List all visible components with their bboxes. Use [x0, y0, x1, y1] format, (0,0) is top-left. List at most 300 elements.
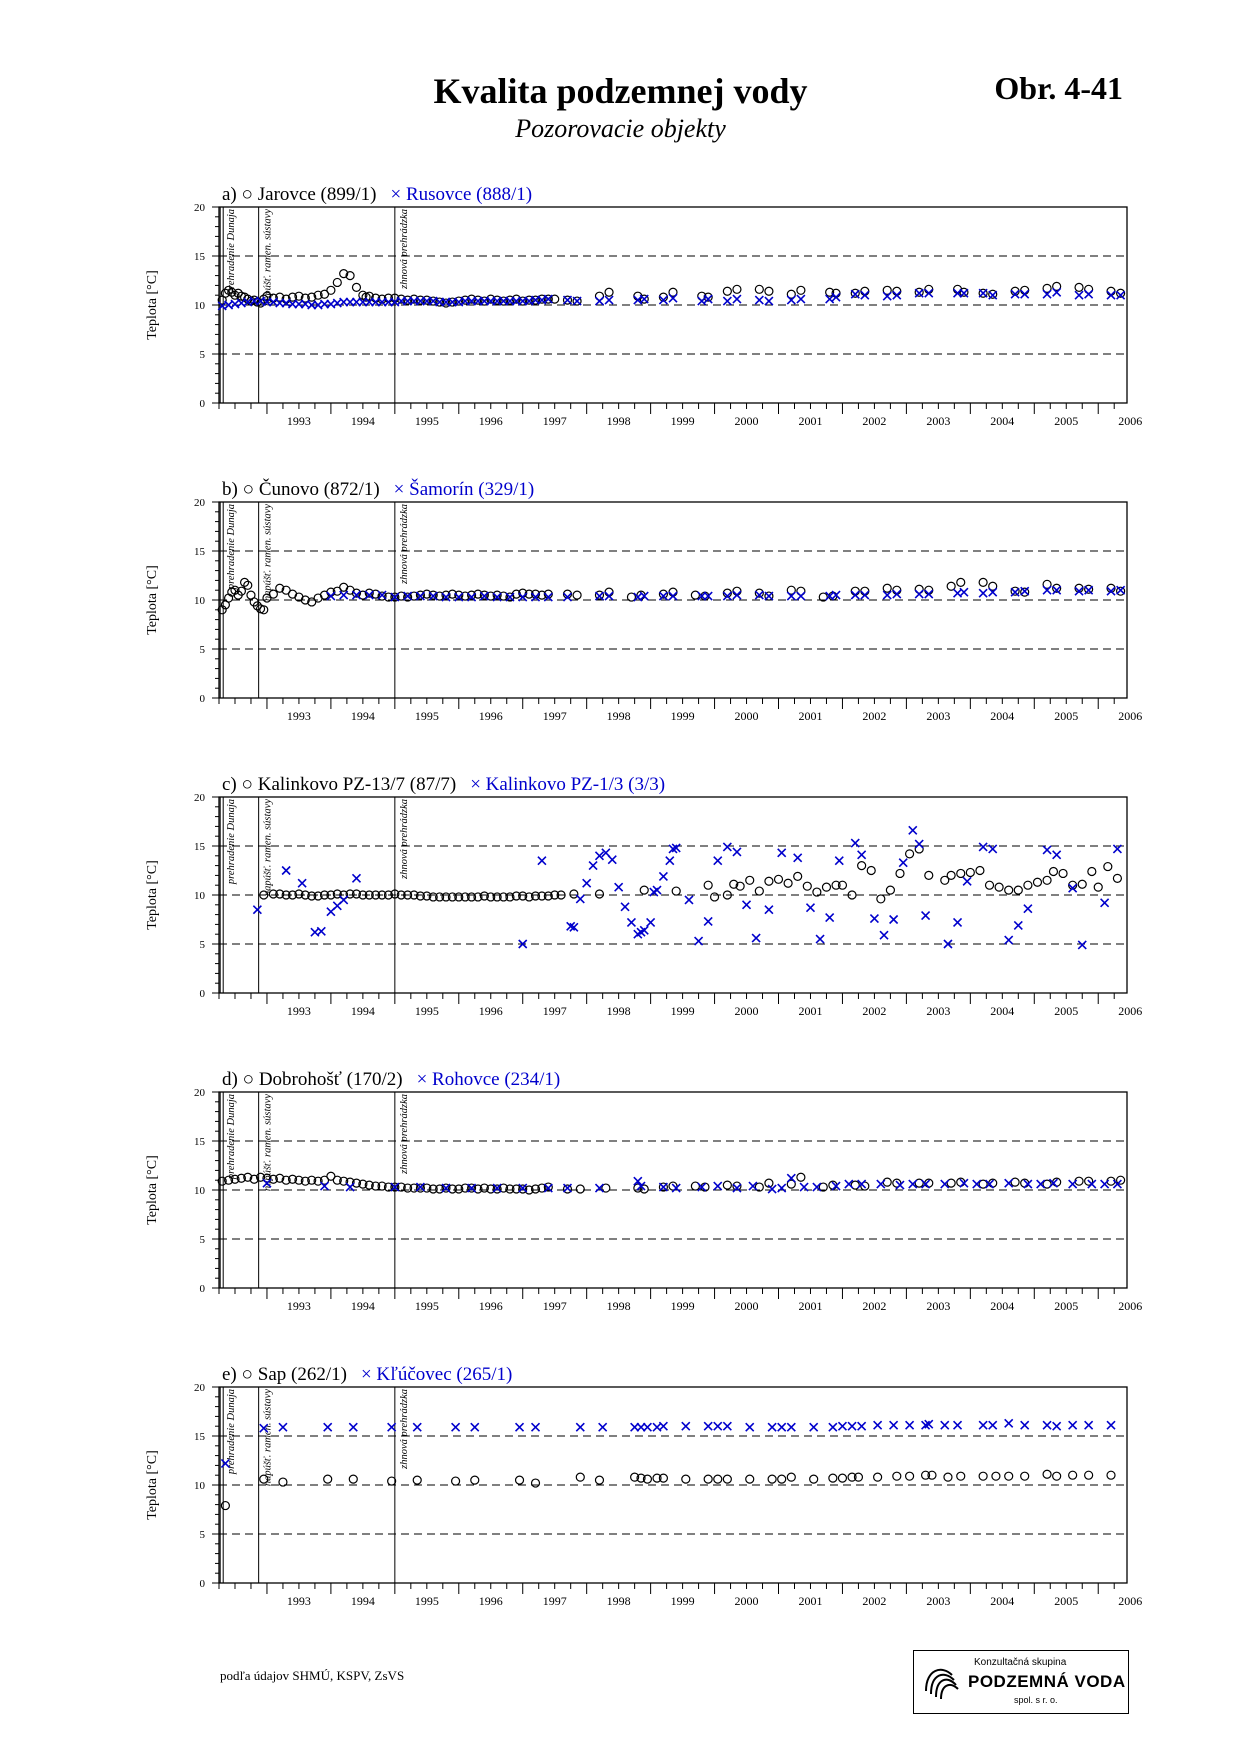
x-tick-label: 2001	[798, 1299, 823, 1313]
series-2-name: Šamorín (329/1)	[409, 479, 535, 500]
x-tick-label: 1993	[286, 709, 311, 723]
y-tick-label: 20	[194, 1087, 205, 1099]
x-tick-label: 2004	[990, 414, 1015, 428]
y-axis-label: Teplota [°C]	[145, 565, 160, 635]
data-point-cross	[880, 931, 888, 939]
data-point-circle	[573, 591, 581, 599]
data-point-cross	[1024, 905, 1032, 913]
x-tick-label: 2006	[1118, 709, 1143, 723]
data-point-cross	[324, 1423, 332, 1431]
data-point-cross	[589, 862, 597, 870]
data-point-cross	[1088, 1180, 1096, 1188]
data-point-circle	[1075, 283, 1083, 291]
data-point-cross	[979, 843, 987, 851]
data-point-cross	[605, 296, 613, 304]
circle-marker-icon: ○	[241, 1364, 258, 1385]
data-point-circle	[711, 893, 719, 901]
data-point-cross	[954, 918, 962, 926]
x-tick-label: 2003	[926, 1299, 951, 1313]
data-point-circle	[1107, 1471, 1115, 1479]
data-point-cross	[1075, 291, 1083, 299]
x-tick-label: 2002	[862, 1594, 887, 1608]
x-tick-label: 2000	[734, 1594, 759, 1608]
x-tick-label: 2003	[926, 709, 951, 723]
x-tick-label: 2002	[862, 414, 887, 428]
data-point-circle	[1085, 1471, 1093, 1479]
data-point-cross	[723, 297, 731, 305]
x-tick-label: 1993	[286, 1004, 311, 1018]
company-logo	[913, 1650, 1129, 1714]
data-point-circle	[822, 883, 830, 891]
chart-d	[0, 1070, 1241, 1370]
data-point-circle	[883, 584, 891, 592]
data-point-cross	[672, 1184, 680, 1192]
data-point-circle	[768, 1475, 776, 1483]
data-point-circle	[992, 1472, 1000, 1480]
series-1-name: Jarovce (899/1)	[257, 184, 377, 205]
y-tick-label: 10	[194, 595, 205, 607]
data-point-cross	[810, 1423, 818, 1431]
data-point-circle	[893, 1472, 901, 1480]
data-point-circle	[682, 1475, 690, 1483]
data-point-circle	[883, 1178, 891, 1186]
data-point-cross	[797, 592, 805, 600]
x-tick-label: 2000	[734, 709, 759, 723]
data-point-cross	[765, 297, 773, 305]
data-point-cross	[787, 592, 795, 600]
data-point-cross	[765, 906, 773, 914]
data-point-circle	[867, 867, 875, 875]
data-point-cross	[765, 592, 773, 600]
data-point-circle	[755, 887, 763, 895]
event-label: prehradenie Dunaja	[226, 1094, 238, 1180]
chart-b	[0, 480, 1241, 780]
data-point-circle	[755, 285, 763, 293]
data-point-cross	[954, 1421, 962, 1429]
event-label: zhnová prehrádzka	[398, 1094, 410, 1174]
x-tick-label: 1999	[670, 1004, 695, 1018]
x-tick-label: 2004	[990, 1594, 1015, 1608]
x-tick-label: 1999	[670, 1299, 695, 1313]
x-tick-label: 1996	[478, 1299, 503, 1313]
y-tick-label: 20	[194, 792, 205, 804]
data-point-cross	[685, 896, 693, 904]
event-label: napúšť. ramen. sústavy	[262, 1389, 274, 1487]
x-tick-label: 1999	[670, 414, 695, 428]
event-label: napúšť. ramen. sústavy	[262, 799, 274, 897]
x-tick-label: 2002	[862, 1004, 887, 1018]
chart-title	[222, 1069, 560, 1090]
x-marker-icon: ×	[416, 1069, 433, 1090]
data-point-cross	[1053, 288, 1061, 296]
data-point-cross	[1043, 1421, 1051, 1429]
data-point-cross	[608, 856, 616, 864]
data-point-circle	[1005, 1472, 1013, 1480]
data-point-cross	[733, 848, 741, 856]
event-label: zhnová prehrádzka	[398, 504, 410, 584]
circle-marker-icon: ○	[241, 774, 258, 795]
x-marker-icon: ×	[360, 1364, 377, 1385]
data-point-circle	[413, 1476, 421, 1484]
x-marker-icon: ×	[470, 774, 486, 795]
data-point-cross	[1005, 936, 1013, 944]
y-tick-label: 5	[199, 644, 205, 656]
data-point-cross	[787, 1423, 795, 1431]
event-label: zhnová prehrádzka	[398, 1389, 410, 1469]
data-point-cross	[413, 1423, 421, 1431]
event-label: zhnová prehrádzka	[398, 209, 410, 289]
data-point-circle	[803, 882, 811, 890]
chart-title	[222, 774, 665, 795]
data-point-cross	[851, 591, 859, 599]
data-point-circle	[976, 867, 984, 875]
data-point-cross	[963, 877, 971, 885]
data-point-circle	[324, 1475, 332, 1483]
data-point-circle	[797, 286, 805, 294]
x-tick-label: 1998	[606, 709, 631, 723]
data-point-cross	[666, 857, 674, 865]
page-subtitle: Pozorovacie objekty	[515, 114, 726, 143]
x-tick-label: 2005	[1054, 1299, 1079, 1313]
x-tick-label: 2000	[734, 1299, 759, 1313]
data-point-cross	[797, 295, 805, 303]
x-tick-label: 2006	[1118, 1004, 1143, 1018]
data-point-cross	[1085, 290, 1093, 298]
data-point-cross	[851, 839, 859, 847]
data-point-cross	[915, 590, 923, 598]
data-point-circle	[595, 1476, 603, 1484]
data-point-cross	[832, 293, 840, 301]
x-tick-label: 1993	[286, 1594, 311, 1608]
data-point-cross	[714, 857, 722, 865]
series-1-name: Dobrohošť (170/2)	[258, 1069, 403, 1090]
x-tick-label: 2006	[1118, 1299, 1143, 1313]
data-point-circle	[784, 879, 792, 887]
data-point-circle	[1033, 878, 1041, 886]
data-point-cross	[573, 297, 581, 305]
event-label: napúšť. ramen. sústavy	[262, 209, 274, 307]
data-point-circle	[797, 1173, 805, 1181]
data-point-cross	[752, 934, 760, 942]
data-point-cross	[893, 291, 901, 299]
y-tick-label: 15	[194, 1136, 205, 1148]
data-point-circle	[957, 1472, 965, 1480]
data-point-cross	[1053, 851, 1061, 859]
data-point-cross	[826, 914, 834, 922]
chart-title	[222, 1364, 512, 1385]
y-tick-label: 10	[194, 1185, 205, 1197]
data-point-cross	[979, 589, 987, 597]
x-tick-label: 1998	[606, 1004, 631, 1018]
data-point-circle	[1088, 867, 1096, 875]
x-tick-label: 2002	[862, 1299, 887, 1313]
data-point-cross	[1069, 1180, 1077, 1188]
data-point-circle	[877, 895, 885, 903]
y-tick-label: 20	[194, 1382, 205, 1394]
data-point-cross	[838, 1422, 846, 1430]
x-tick-label: 2002	[862, 709, 887, 723]
data-point-circle	[452, 1477, 460, 1485]
data-point-circle	[1113, 874, 1121, 882]
data-point-cross	[583, 879, 591, 887]
x-tick-label: 2006	[1118, 1594, 1143, 1608]
data-point-circle	[957, 869, 965, 877]
data-point-cross	[695, 937, 703, 945]
data-point-cross	[563, 296, 571, 304]
x-tick-label: 2004	[990, 1004, 1015, 1018]
x-tick-label: 1999	[670, 709, 695, 723]
data-point-circle	[327, 286, 335, 294]
data-point-circle	[1104, 863, 1112, 871]
logo-line-2: PODZEMNÁ VODA	[968, 1672, 1126, 1691]
data-point-cross	[1043, 290, 1051, 298]
x-tick-label: 1999	[670, 1594, 695, 1608]
series-1-name: Kalinkovo PZ-13/7 (87/7)	[257, 774, 457, 795]
data-point-circle	[775, 875, 783, 883]
x-tick-label: 2005	[1054, 414, 1079, 428]
x-tick-label: 1996	[478, 709, 503, 723]
data-point-circle	[794, 872, 802, 880]
x-tick-label: 1995	[414, 1594, 439, 1608]
data-point-cross	[890, 1421, 898, 1429]
data-point-circle	[813, 888, 821, 896]
data-point-cross	[896, 1181, 904, 1189]
data-point-cross	[1069, 1421, 1077, 1429]
data-point-circle	[765, 287, 773, 295]
data-point-cross	[835, 857, 843, 865]
chart-e	[0, 1365, 1241, 1665]
data-point-circle	[966, 868, 974, 876]
event-label: prehradenie Dunaja	[226, 799, 238, 885]
series-2-name: Rusovce (888/1)	[405, 184, 533, 205]
data-point-cross	[870, 915, 878, 923]
y-tick-label: 10	[194, 300, 205, 312]
data-point-cross	[704, 1422, 712, 1430]
data-point-cross	[538, 857, 546, 865]
y-tick-label: 10	[194, 890, 205, 902]
data-point-cross	[883, 292, 891, 300]
x-tick-label: 2001	[798, 1004, 823, 1018]
y-axis-label: Teplota [°C]	[145, 1450, 160, 1520]
y-tick-label: 0	[199, 988, 205, 1000]
data-point-cross	[979, 1421, 987, 1429]
circle-marker-icon: ○	[242, 1069, 259, 1090]
data-point-cross	[755, 296, 763, 304]
data-point-cross	[723, 1422, 731, 1430]
data-point-cross	[925, 289, 933, 297]
x-tick-label: 1995	[414, 414, 439, 428]
chart-prefix: c)	[222, 774, 242, 795]
data-point-circle	[947, 871, 955, 879]
data-point-circle	[838, 1474, 846, 1482]
y-tick-label: 15	[194, 1431, 205, 1443]
page-title: Kvalita podzemnej vody	[433, 71, 808, 111]
x-tick-label: 2000	[734, 414, 759, 428]
data-point-circle	[221, 1502, 229, 1510]
logo-line-3: spol. s r. o.	[1014, 1695, 1058, 1705]
data-point-cross	[352, 874, 360, 882]
x-tick-label: 2001	[798, 1594, 823, 1608]
x-tick-label: 1995	[414, 709, 439, 723]
data-point-cross	[746, 1423, 754, 1431]
data-point-circle	[714, 1475, 722, 1483]
data-point-circle	[333, 278, 341, 286]
data-point-cross	[621, 903, 629, 911]
y-axis-label: Teplota [°C]	[145, 270, 160, 340]
x-tick-label: 1996	[478, 414, 503, 428]
x-tick-label: 1995	[414, 1299, 439, 1313]
logo-line-1: Konzultačná skupina	[974, 1657, 1067, 1668]
data-point-cross	[298, 879, 306, 887]
x-tick-label: 1994	[350, 1004, 375, 1018]
data-point-cross	[1014, 921, 1022, 929]
y-tick-label: 15	[194, 546, 205, 558]
data-point-cross	[532, 1423, 540, 1431]
data-point-cross	[349, 1423, 357, 1431]
y-tick-label: 15	[194, 251, 205, 263]
data-point-cross	[1107, 291, 1115, 299]
data-point-cross	[861, 591, 869, 599]
data-point-cross	[787, 1174, 795, 1182]
x-tick-label: 2005	[1054, 709, 1079, 723]
data-point-circle	[1024, 881, 1032, 889]
data-point-circle	[886, 886, 894, 894]
data-point-cross	[340, 896, 348, 904]
data-point-circle	[733, 285, 741, 293]
data-point-cross	[282, 867, 290, 875]
data-point-circle	[1049, 867, 1057, 875]
data-point-cross	[989, 1421, 997, 1429]
x-tick-label: 2003	[926, 1594, 951, 1608]
data-point-cross	[321, 1182, 329, 1190]
chart-prefix: d)	[222, 1069, 243, 1090]
y-tick-label: 15	[194, 841, 205, 853]
x-tick-label: 1998	[606, 1299, 631, 1313]
x-tick-label: 2005	[1054, 1004, 1079, 1018]
data-point-circle	[986, 881, 994, 889]
chart-c	[0, 775, 1241, 1075]
event-label: prehradenie Dunaja	[226, 209, 238, 295]
data-point-circle	[532, 1479, 540, 1487]
x-tick-label: 2001	[798, 414, 823, 428]
data-point-cross	[714, 1422, 722, 1430]
data-point-circle	[595, 890, 603, 898]
data-point-cross	[253, 906, 261, 914]
data-point-cross	[659, 872, 667, 880]
data-point-circle	[471, 1476, 479, 1484]
data-point-cross	[516, 1423, 524, 1431]
data-point-cross	[979, 289, 987, 297]
y-tick-label: 5	[199, 1234, 205, 1246]
data-point-cross	[576, 1423, 584, 1431]
event-label: napúšť. ramen. sústavy	[262, 1094, 274, 1192]
y-tick-label: 0	[199, 1578, 205, 1590]
y-tick-label: 0	[199, 398, 205, 410]
data-point-circle	[746, 1475, 754, 1483]
x-tick-label: 2004	[990, 709, 1015, 723]
data-point-cross	[317, 927, 325, 935]
data-point-circle	[979, 578, 987, 586]
data-point-circle	[570, 890, 578, 898]
data-point-cross	[1078, 941, 1086, 949]
figure-number: Obr. 4-41	[994, 70, 1123, 106]
data-point-circle	[576, 1473, 584, 1481]
y-tick-label: 5	[199, 1529, 205, 1541]
data-point-cross	[778, 1184, 786, 1192]
data-point-cross	[915, 840, 923, 848]
data-point-circle	[1094, 883, 1102, 891]
data-point-circle	[723, 287, 731, 295]
data-point-cross	[960, 588, 968, 596]
data-point-cross	[682, 1422, 690, 1430]
data-point-circle	[576, 1185, 584, 1193]
data-point-cross	[733, 295, 741, 303]
data-point-cross	[669, 294, 677, 302]
data-point-cross	[909, 826, 917, 834]
y-axis-label: Teplota [°C]	[145, 1155, 160, 1225]
series-1-name: Sap (262/1)	[257, 1364, 347, 1385]
data-point-cross	[1021, 290, 1029, 298]
data-point-circle	[1043, 876, 1051, 884]
data-point-cross	[925, 590, 933, 598]
y-tick-label: 0	[199, 693, 205, 705]
data-point-circle	[944, 1473, 952, 1481]
data-point-circle	[672, 887, 680, 895]
event-label: prehradenie Dunaja	[226, 504, 238, 590]
data-point-circle	[1021, 1472, 1029, 1480]
chart-prefix: b)	[222, 479, 243, 500]
data-point-circle	[1078, 880, 1086, 888]
data-point-circle	[874, 1473, 882, 1481]
event-label: napúšť. ramen. sústavy	[262, 504, 274, 602]
data-point-cross	[989, 588, 997, 596]
data-point-cross	[714, 1182, 722, 1190]
data-point-circle	[957, 578, 965, 586]
series-2-name: Kalinkovo PZ-1/3 (3/3)	[485, 774, 666, 795]
data-point-circle	[605, 288, 613, 296]
data-point-cross	[704, 917, 712, 925]
x-tick-label: 1997	[542, 1594, 567, 1608]
data-point-circle	[979, 1472, 987, 1480]
circle-marker-icon: ○	[241, 184, 258, 205]
data-point-cross	[861, 291, 869, 299]
x-tick-label: 1996	[478, 1594, 503, 1608]
x-tick-label: 1997	[542, 1004, 567, 1018]
data-point-cross	[829, 1423, 837, 1431]
x-tick-label: 1993	[286, 1299, 311, 1313]
chart-title	[222, 478, 534, 500]
data-point-cross	[922, 912, 930, 920]
data-point-cross	[941, 1421, 949, 1429]
data-point-circle	[1043, 1470, 1051, 1478]
data-point-circle	[704, 1475, 712, 1483]
data-point-cross	[893, 590, 901, 598]
x-tick-label: 1998	[606, 414, 631, 428]
y-tick-label: 5	[199, 939, 205, 951]
data-point-cross	[1085, 1421, 1093, 1429]
data-point-circle	[1014, 886, 1022, 894]
data-point-circle	[810, 1475, 818, 1483]
data-point-cross	[806, 904, 814, 912]
wave-logo-icon	[922, 1661, 966, 1703]
x-tick-label: 1994	[350, 709, 375, 723]
data-point-cross	[778, 849, 786, 857]
x-tick-label: 2001	[798, 709, 823, 723]
data-point-cross	[1021, 1421, 1029, 1429]
data-point-cross	[643, 1423, 651, 1431]
data-point-cross	[576, 895, 584, 903]
data-point-circle	[1059, 869, 1067, 877]
